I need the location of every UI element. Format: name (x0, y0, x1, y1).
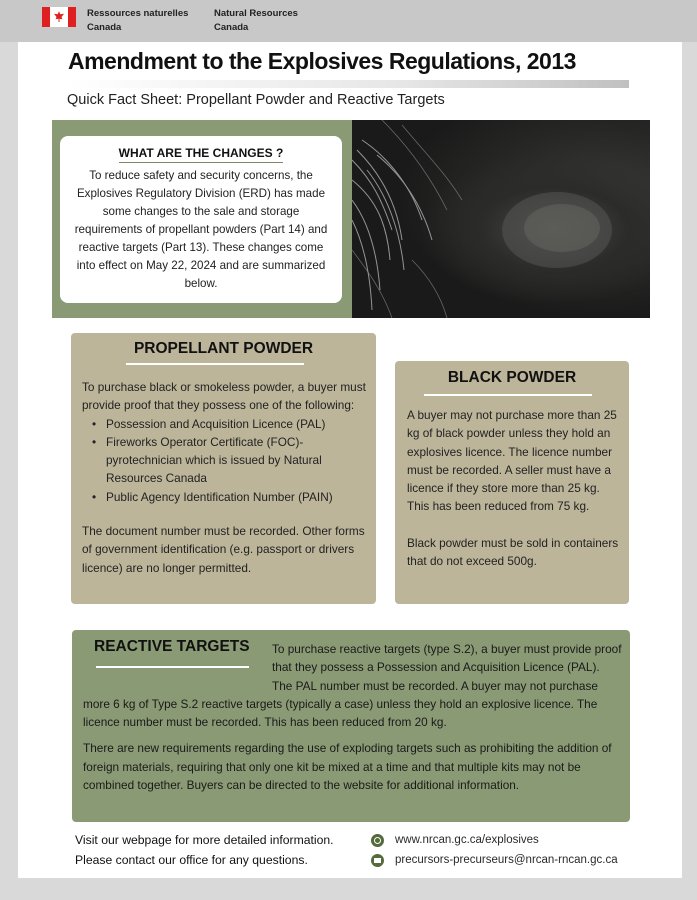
government-header (0, 0, 697, 42)
footer-info (75, 830, 334, 870)
list-item: • Fireworks Operator Certificate (FOC)-pyrotechnician which is issued by Natural Resources Canada (82, 433, 370, 488)
list-item: • Public Agency Identification Number (PAIN) (82, 488, 370, 506)
propellant-intro: To purchase black or smokeless powder, a buyer must provide proof that they possess one of the following: (82, 380, 366, 413)
black-powder-card (395, 361, 629, 604)
email-link[interactable]: precursors-precurseurs@nrcan-rncan.gc.ca (395, 854, 618, 866)
black-powder-para1: A buyer may not purchase more than 25 kg of black powder unless they hold an explosives licence. The licence number must be recorded. A seller must have a licence if they store more than 25 kg. This has been reduced from 75 kg. (407, 408, 617, 514)
footer-contacts (371, 830, 618, 870)
department-name-french: Ressources naturelles Canada (87, 8, 189, 33)
black-powder-heading: BLACK POWDER (447, 369, 577, 386)
list-item: • Possession and Acquisition Licence (PAL) (82, 415, 370, 433)
propellant-powder-heading: PROPELLANT POWDER (133, 340, 314, 357)
black-powder-heading-rule (424, 394, 592, 396)
propellant-powder-card (71, 333, 376, 604)
changes-heading: WHAT ARE THE CHANGES ? (119, 146, 284, 163)
changes-box (60, 136, 342, 303)
reactive-para1: To purchase reactive targets (type S.2), a buyer must provide proof that they possess a Possession and Acquisition Licence (PAL). The PAL number must be recorded. A buyer may not purchase more 6 kg of Type S.2 reactive targets (typically a case) unless they hold an explosive licence. The licence number must be recorded. This has been reduced from 20 kg. (83, 642, 622, 730)
reactive-targets-card (72, 630, 630, 822)
reactive-targets-heading: REACTIVE TARGETS (94, 638, 250, 655)
title-underline (66, 80, 629, 88)
reactive-para2: There are new requirements regarding the use of exploding targets such as prohibiting the addition of foreign materials, requiring that only one kit be mixed at a time and that multiple kits may not be combined together. Buyers can be directed to the website for additional information. (83, 741, 612, 793)
globe-icon (371, 834, 384, 847)
department-name-english: Natural Resources Canada (214, 8, 298, 33)
website-link[interactable]: www.nrcan.gc.ca/explosives (395, 834, 539, 846)
footer-line-webpage: Visit our webpage for more detailed information. (75, 833, 334, 847)
black-powder-para2: Black powder must be sold in containers that do not exceed 500g. (407, 535, 619, 569)
changes-text: To reduce safety and security concerns, the Explosives Regulatory Division (ERD) has made some changes to the sale and storage requirements of propellant powders (Part 14) and reactive targets (Part 13). These changes come into effect on May 22, 2024 and are summarized below. (74, 169, 328, 290)
powder-photo (352, 120, 650, 318)
mail-icon (371, 854, 384, 867)
fact-sheet-page (18, 42, 682, 878)
footer-line-contact: Please contact our office for any questions. (75, 853, 308, 867)
propellant-heading-rule (126, 363, 304, 365)
propellant-licence-list (82, 415, 370, 506)
canada-flag-icon (42, 7, 76, 27)
page-subtitle: Quick Fact Sheet: Propellant Powder and Reactive Targets (67, 92, 445, 108)
propellant-closing: The document number must be recorded. Other forms of government identification (e.g. passport or drivers licence) are no longer permitted. (82, 524, 365, 575)
page-title: Amendment to the Explosives Regulations, 2013 (68, 48, 576, 74)
